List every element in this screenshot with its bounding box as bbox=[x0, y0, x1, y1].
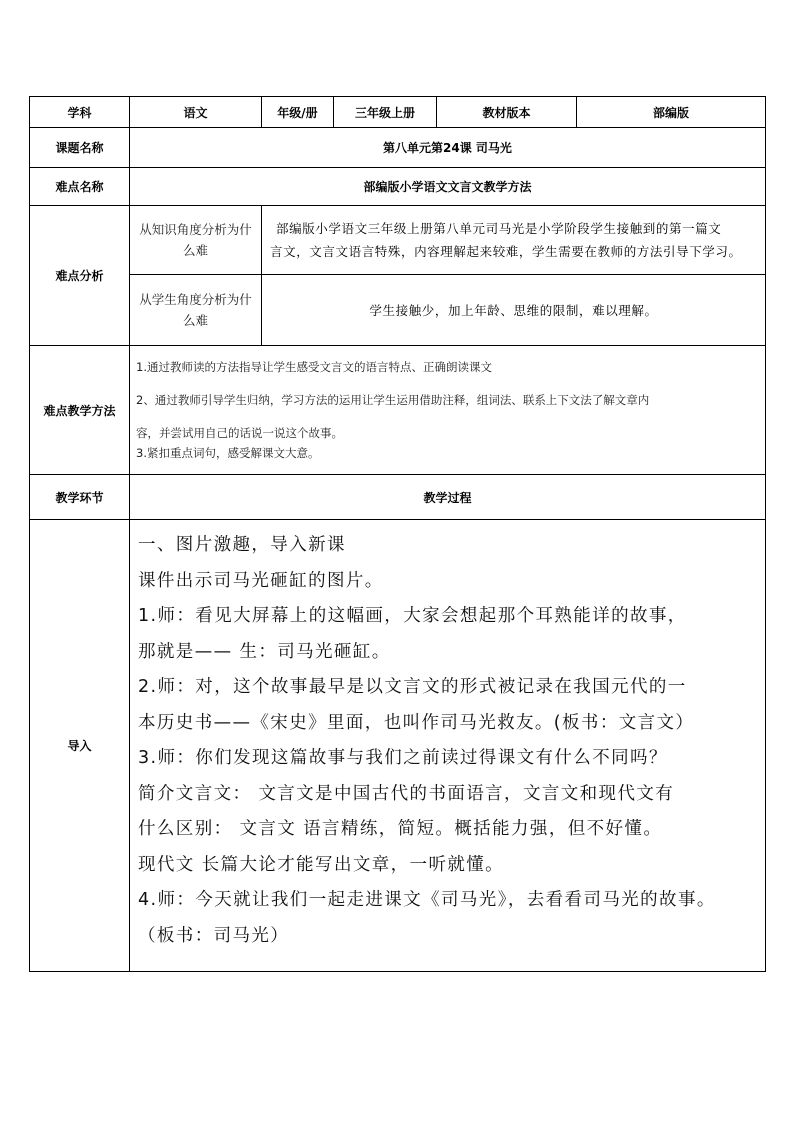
process-line: 现代文 长篇大论才能写出文章，一听就懂。 bbox=[138, 854, 505, 875]
subject-value: 语文 bbox=[130, 97, 262, 128]
grade-value: 三年级上册 bbox=[334, 97, 437, 128]
process-line: 简介文言文： 文言文是中国古代的书面语言，文言文和现代文有 bbox=[138, 783, 675, 804]
method-item-2: 2、通过教师引导学生归纳，学习方法的运用让学生运用借助注释，组词法、联系上下文法了解文章内 bbox=[136, 393, 650, 407]
methods-row bbox=[30, 346, 766, 475]
difficulty-row bbox=[30, 168, 766, 206]
subject-label: 学科 bbox=[30, 97, 130, 128]
lesson-value: 第八单元第24课 司马光 bbox=[130, 128, 766, 168]
process-line: （板书：司马光） bbox=[138, 925, 290, 946]
analysis-row-student bbox=[30, 275, 766, 346]
lesson-label: 课题名称 bbox=[30, 128, 130, 168]
process-line: 4.师：今天就让我们一起走进课文《司马光》，去看看司马光的故事。 bbox=[138, 890, 716, 910]
methods-label: 难点教学方法 bbox=[30, 346, 130, 475]
difficulty-value: 部编版小学语文文言文教学方法 bbox=[130, 168, 766, 206]
method-item-2-cont: 容，并尝试用自己的话说一说这个故事。 bbox=[136, 426, 343, 440]
student-angle-label: 从学生角度分析为什么难 bbox=[130, 275, 262, 346]
intro-process-text bbox=[130, 520, 766, 972]
process-line: 什么区别： 文言文 语言精练，简短。概括能力强，但不好懂。 bbox=[138, 819, 663, 839]
process-header: 教学过程 bbox=[130, 475, 766, 520]
difficulty-label: 难点名称 bbox=[30, 168, 130, 206]
analysis-row-knowledge bbox=[30, 206, 766, 275]
edition-value: 部编版 bbox=[577, 97, 766, 128]
process-line: 一、图片激趣，导入新课 bbox=[138, 535, 346, 555]
process-line: 3.师：你们发现这篇故事与我们之前读过得课文有什么不同吗？ bbox=[138, 748, 668, 768]
methods-content bbox=[130, 346, 766, 475]
lesson-plan-document bbox=[29, 96, 765, 972]
knowledge-angle-label: 从知识角度分析为什么难 bbox=[130, 206, 262, 275]
process-line: 1.师：看见大屏幕上的这幅画，大家会想起那个耳熟能详的故事， bbox=[138, 606, 687, 626]
method-item-1: 1.通过教师读的方法指导让学生感受文言文的语言特点、正确朗读课文 bbox=[136, 360, 492, 374]
knowledge-analysis-text: 部编版小学语文三年级上册第八单元司马光是小学阶段学生接触到的第一篇文 言文，文言文语言特殊，内容理解起来较难，学生需要在教师的方法引导下学习。 bbox=[262, 206, 766, 275]
stage-intro: 导入 bbox=[30, 520, 130, 972]
process-line: 那就是—— 生：司马光砸缸。 bbox=[138, 641, 391, 662]
stage-header: 教学环节 bbox=[30, 475, 130, 520]
header-row bbox=[30, 97, 766, 128]
lesson-plan-table bbox=[29, 96, 766, 972]
method-item-3: 3.紧扣重点词句，感受解课文大意。 bbox=[136, 446, 320, 460]
student-analysis-text: 学生接触少，加上年龄、思维的限制，难以理解。 bbox=[262, 275, 766, 346]
process-line: 课件出示司马光砸缸的图片。 bbox=[138, 570, 384, 591]
process-header-row bbox=[30, 475, 766, 520]
intro-row bbox=[30, 520, 766, 972]
edition-label: 教材版本 bbox=[437, 97, 577, 128]
analysis-label: 难点分析 bbox=[30, 206, 130, 346]
grade-label: 年级/册 bbox=[262, 97, 334, 128]
lesson-row bbox=[30, 128, 766, 168]
process-line: 本历史书——《宋史》里面，也叫作司马光救友。(板书：文言文） bbox=[138, 712, 695, 733]
process-line: 2.师：对，这个故事最早是以文言文的形式被记录在我国元代的一 bbox=[138, 677, 687, 697]
